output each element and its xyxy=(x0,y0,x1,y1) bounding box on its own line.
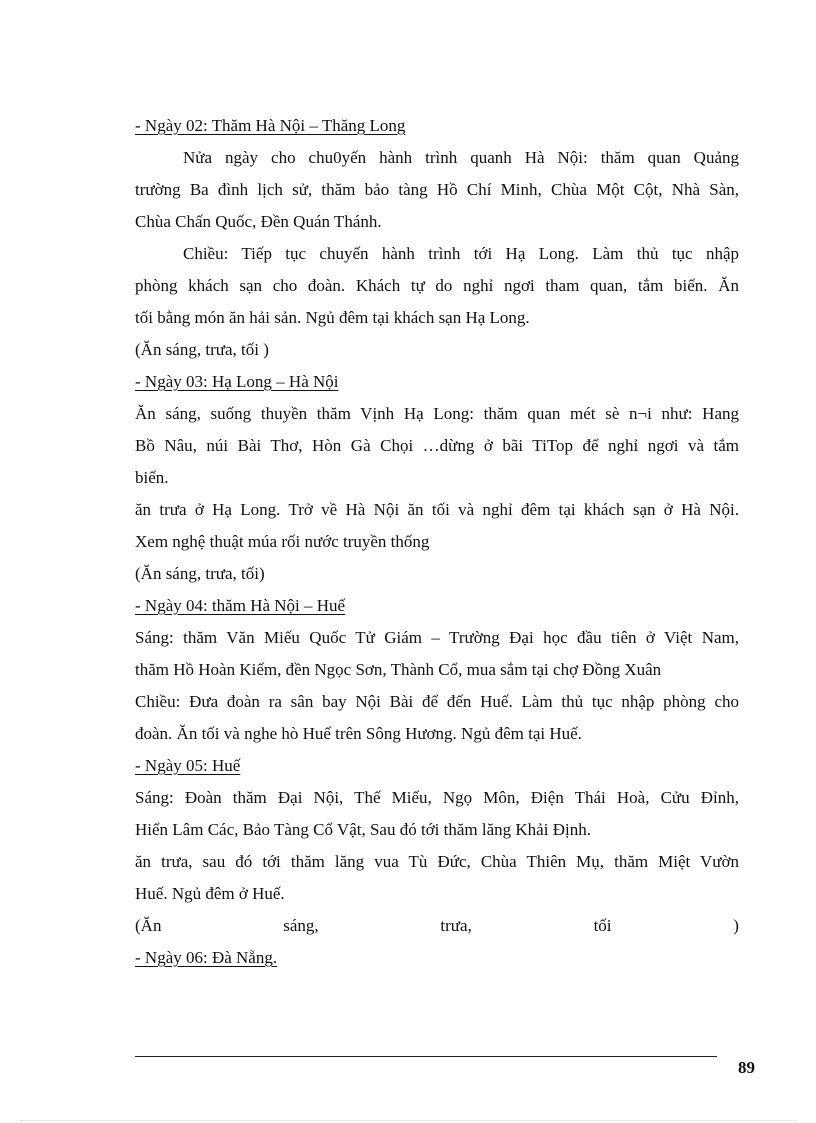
day05-heading: - Ngày 05: Huế xyxy=(135,756,241,775)
day04-para1-line2: thăm Hồ Hoàn Kiếm, đền Ngọc Sơn, Thành Cổ, mua sắm tại chợ Đồng Xuân xyxy=(135,660,662,679)
day02-para1-line3: Chùa Chấn Quốc, Đền Quán Thánh. xyxy=(135,212,382,231)
day05-meals-word: (Ăn xyxy=(135,916,162,935)
day02-para1-line1: Nửa ngày cho chu0yến hành trình quanh Hà Nội: thăm quan Quảng xyxy=(183,148,739,167)
day06-heading: - Ngày 06: Đà Nẵng. xyxy=(135,948,278,967)
day02-meals: (Ăn sáng, trưa, tối ) xyxy=(135,340,269,359)
day05-meals-word: trưa, xyxy=(440,916,472,935)
day05-meals xyxy=(135,916,739,936)
day03-para1-line3: biển. xyxy=(135,468,169,487)
day02-para2-line3: tối bằng món ăn hải sản. Ngủ đêm tại khách sạn Hạ Long. xyxy=(135,308,530,327)
day04-heading: - Ngày 04: thăm Hà Nội – Huế xyxy=(135,596,346,615)
day03-para2-line1: ăn trưa ở Hạ Long. Trở về Hà Nội ăn tối và nghỉ đêm tại khách sạn ở Hà Nội. xyxy=(135,500,739,519)
footer-rule xyxy=(135,1056,717,1057)
day03-para2-line2: Xem nghệ thuật múa rối nước truyền thống xyxy=(135,532,430,551)
page-number: 89 xyxy=(738,1058,755,1077)
day04-para1-line1: Sáng: thăm Văn Miếu Quốc Tử Giám – Trường Đại học đầu tiên ở Việt Nam, xyxy=(135,628,739,647)
day05-meals-word: sáng, xyxy=(283,916,319,935)
day03-para1-line2: Bồ Nâu, núi Bài Thơ, Hòn Gà Chọi …dừng ở bãi TiTop để nghỉ ngơi và tắm xyxy=(135,436,739,455)
day05-para1-line1: Sáng: Đoàn thăm Đại Nội, Thế Miếu, Ngọ Môn, Điện Thái Hoà, Cửu Đỉnh, xyxy=(135,788,739,807)
day02-heading: - Ngày 02: Thăm Hà Nội – Thăng Long xyxy=(135,116,406,135)
day03-heading: - Ngày 03: Hạ Long – Hà Nội xyxy=(135,372,339,391)
day05-para1-line2: Hiển Lâm Các, Bảo Tàng Cổ Vật, Sau đó tới thăm lăng Khải Định. xyxy=(135,820,591,839)
day02-para2-line1: Chiều: Tiếp tục chuyến hành trình tới Hạ Long. Làm thủ tục nhập xyxy=(183,244,739,263)
day05-para2-line1: ăn trưa, sau đó tới thăm lăng vua Tù Đức, Chùa Thiên Mụ, thăm Miệt Vườn xyxy=(135,852,739,871)
day02-para2-line2: phòng khách sạn cho đoàn. Khách tự do nghỉ ngơi tham quan, tắm biển. Ăn xyxy=(135,276,739,295)
day05-meals-word: tối xyxy=(593,916,612,935)
page-bottom-border xyxy=(20,1120,796,1121)
day02-para1-line2: trường Ba đình lịch sử, thăm bảo tàng Hồ Chí Minh, Chùa Một Cột, Nhà Sàn, xyxy=(135,180,739,199)
day04-para2-line1: Chiều: Đưa đoàn ra sân bay Nội Bài để đến Huế. Làm thủ tục nhập phòng cho xyxy=(135,692,739,711)
day05-meals-word: ) xyxy=(733,916,739,935)
day03-meals: (Ăn sáng, trưa, tối) xyxy=(135,564,265,583)
day05-para2-line2: Huế. Ngủ đêm ở Huế. xyxy=(135,884,285,903)
day03-para1-line1: Ăn sáng, suống thuyền thăm Vịnh Hạ Long: thăm quan mét sè n¬i như: Hang xyxy=(135,404,739,423)
day04-para2-line2: đoàn. Ăn tối và nghe hò Huế trên Sông Hương. Ngủ đêm tại Huế. xyxy=(135,724,582,743)
